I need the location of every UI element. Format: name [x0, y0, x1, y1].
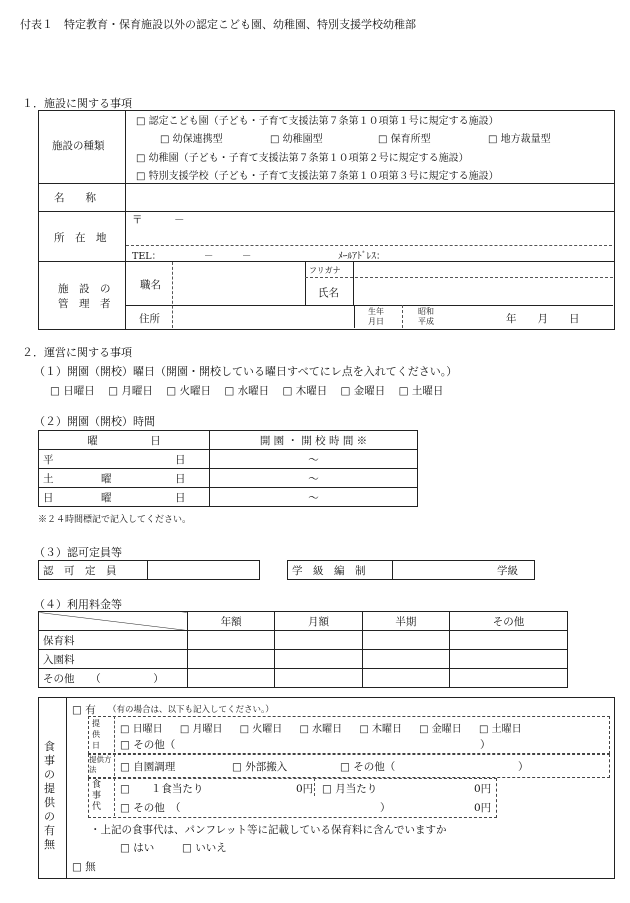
- fee-cell[interactable]: [450, 631, 568, 650]
- meal-days-other-close: ）: [480, 739, 491, 751]
- meal-day-wednesday[interactable]: □ 水曜日: [299, 724, 343, 735]
- meal-cost-other-close: ）: [380, 802, 391, 814]
- hours-head-day: 曜 日: [39, 431, 210, 450]
- fee-row-label-other: その他 （ ）: [39, 669, 188, 688]
- era-heisei[interactable]: 平成: [418, 317, 434, 326]
- class-field[interactable]: 学級: [393, 561, 535, 580]
- open-day-monday[interactable]: □ 月曜日: [108, 385, 153, 397]
- fee-row-label-tuition: 保育料: [39, 631, 188, 650]
- hours-row-sunday: 日 曜 日: [39, 488, 210, 507]
- fee-row-label-enrollment: 入園料: [39, 650, 188, 669]
- meal-cost-label: 食事代: [92, 780, 102, 812]
- hours-saturday-field[interactable]: ～: [210, 469, 418, 488]
- fee-head-other: その他: [450, 612, 568, 631]
- meal-yes-checkbox[interactable]: □ 有: [72, 704, 96, 716]
- meal-day-friday[interactable]: □ 金曜日: [419, 724, 462, 735]
- class-table: [287, 560, 535, 580]
- meal-method-label: 提供方法: [89, 755, 112, 774]
- meal-days-other-checkbox[interactable]: □ その他（: [120, 739, 176, 751]
- fee-cell[interactable]: [275, 669, 362, 688]
- open-day-tuesday[interactable]: □ 火曜日: [166, 385, 211, 397]
- checkbox-chiho-sairyo[interactable]: □ 地方裁量型: [488, 134, 551, 145]
- document-title: 付表１ 特定教育・保育施設以外の認定こども園、幼稚園、特別支援学校幼稚部: [20, 18, 416, 31]
- tel-field[interactable]: TEL： － －: [132, 251, 252, 262]
- hours-sunday-field[interactable]: ～: [210, 488, 418, 507]
- open-day-saturday[interactable]: □ 土曜日: [398, 385, 444, 397]
- meal-included-yes[interactable]: □ はい: [120, 842, 155, 854]
- fee-head-monthly: 月額: [275, 612, 362, 631]
- meal-cost-other[interactable]: □ その他 （: [120, 802, 181, 814]
- hours-head-time: 開 園 ・ 開 校 時 間 ※: [210, 431, 418, 450]
- postal-code-field[interactable]: 〒 －: [132, 214, 185, 226]
- person-name-field[interactable]: [355, 279, 611, 303]
- checkbox-nintei-kodomoen[interactable]: □ 認定こども園（子ども・子育て支援法第７条第１０項第１号に規定する施設）: [136, 116, 499, 127]
- fee-head-annual: 年額: [188, 612, 275, 631]
- manager-address-label: 住所: [139, 313, 160, 325]
- capacity-question: （３）認可定員等: [34, 546, 122, 559]
- meal-included-no[interactable]: □ いいえ: [182, 842, 227, 854]
- meal-days-row: [120, 720, 522, 735]
- open-day-sunday[interactable]: □ 日曜日: [50, 385, 95, 397]
- job-title-label: 職名: [140, 279, 161, 291]
- manager-label-1: 施 設 の: [58, 283, 111, 295]
- manager-address-field[interactable]: [174, 306, 354, 326]
- fee-cell[interactable]: [275, 631, 362, 650]
- checkbox-hoikusho-gata[interactable]: □ 保育所型: [378, 134, 431, 145]
- fee-corner-cell: [39, 612, 188, 631]
- hours-question: （２）開園（開校）時間: [34, 415, 155, 428]
- meal-method-other-close: ）: [518, 761, 529, 773]
- fee-cell[interactable]: [188, 631, 275, 650]
- hours-weekday-field[interactable]: ～: [210, 450, 418, 469]
- meal-cost-other-yen: 0円: [474, 802, 492, 814]
- furigana-label: フリガナ: [309, 266, 341, 275]
- checkbox-tokubetsu-shien[interactable]: □ 特別支援学校（子ども・子育て支援法第７条第１０項第３号に規定する施設）: [136, 171, 499, 182]
- meal-days-label: 提供日: [92, 719, 100, 750]
- meal-day-monday[interactable]: □ 月曜日: [179, 724, 223, 735]
- facility-name-label: 名 称: [54, 192, 96, 204]
- era-showa[interactable]: 昭和: [418, 307, 434, 316]
- fee-table: [38, 611, 568, 688]
- hours-row-saturday: 土 曜 日: [39, 469, 210, 488]
- fee-cell[interactable]: [188, 650, 275, 669]
- person-name-label: 氏名: [318, 287, 339, 299]
- open-days-row: [50, 383, 443, 398]
- meal-day-tuesday[interactable]: □ 火曜日: [239, 724, 283, 735]
- fee-cell[interactable]: [362, 650, 449, 669]
- open-day-thursday[interactable]: □ 木曜日: [282, 385, 328, 397]
- meal-cost-per-meal[interactable]: □ １食当たり: [120, 783, 204, 795]
- birth-date-field[interactable]: 年 月 日: [506, 313, 580, 325]
- fee-cell[interactable]: [362, 669, 449, 688]
- birth-label-1: 生年: [368, 307, 384, 316]
- meal-day-thursday[interactable]: □ 木曜日: [359, 724, 402, 735]
- checkbox-yochien[interactable]: □ 幼稚園（子ども・子育て支援法第７条第１０項第２号に規定する施設）: [136, 153, 469, 164]
- meal-method-external[interactable]: □ 外部搬入: [232, 761, 288, 773]
- fee-cell[interactable]: [450, 650, 568, 669]
- fee-cell[interactable]: [362, 631, 449, 650]
- job-title-field[interactable]: [173, 262, 305, 304]
- hours-note: ※２４時間標記で記入してください。: [38, 515, 192, 525]
- section-1-heading: １．施設に関する事項: [22, 97, 132, 110]
- hours-table: [38, 430, 418, 507]
- facility-address-label: 所 在 地: [54, 232, 107, 244]
- manager-label-2: 管 理 者: [58, 298, 111, 310]
- meal-method-inhouse[interactable]: □ 自園調理: [120, 761, 176, 773]
- meal-cost-per-meal-yen: 0円: [296, 783, 314, 795]
- fee-head-half: 半期: [362, 612, 449, 631]
- section-2-heading: ２．運営に関する事項: [22, 346, 132, 359]
- facility-name-field[interactable]: [126, 184, 612, 210]
- meal-yes-note: （有の場合は、以下も記入してください。）: [108, 705, 274, 715]
- fee-question: （４）利用料金等: [34, 598, 122, 611]
- meal-no-checkbox[interactable]: □ 無: [72, 861, 96, 873]
- open-day-wednesday[interactable]: □ 水曜日: [224, 385, 270, 397]
- meal-day-sunday[interactable]: □ 日曜日: [120, 724, 163, 735]
- fee-cell[interactable]: [450, 669, 568, 688]
- facility-type-label: 施設の種類: [52, 140, 105, 152]
- fee-cell[interactable]: [275, 650, 362, 669]
- meal-included-question: ・上記の食事代は、パンフレット等に記載している保育料に含んでいますか: [90, 824, 447, 836]
- meal-cost-per-month-yen: 0円: [474, 783, 492, 795]
- fee-cell[interactable]: [188, 669, 275, 688]
- email-field[interactable]: ﾒｰﾙｱﾄﾞﾚｽ：: [338, 251, 386, 262]
- meal-day-saturday[interactable]: □ 土曜日: [478, 724, 522, 735]
- birth-label-2: 月日: [368, 317, 384, 326]
- class-label: 学 級 編 制: [288, 561, 393, 580]
- meal-cost-per-month[interactable]: □ 月当たり: [322, 783, 378, 795]
- meal-side-label: 食事の提供の有無: [44, 740, 55, 851]
- checkbox-yochien-gata[interactable]: □ 幼稚園型: [270, 134, 323, 145]
- meal-method-other[interactable]: □ その他（: [340, 761, 396, 773]
- open-day-friday[interactable]: □ 金曜日: [340, 385, 386, 397]
- hours-row-weekday: 平 日: [39, 450, 210, 469]
- capacity-field[interactable]: [148, 561, 260, 580]
- capacity-label: 認 可 定 員: [39, 561, 148, 580]
- capacity-table: [38, 560, 260, 580]
- open-days-question: （１）開園（開校）曜日（開園・開校している曜日すべてにレ点を入れてください。）: [34, 365, 458, 378]
- checkbox-yoho-renkei[interactable]: □ 幼保連携型: [160, 134, 223, 145]
